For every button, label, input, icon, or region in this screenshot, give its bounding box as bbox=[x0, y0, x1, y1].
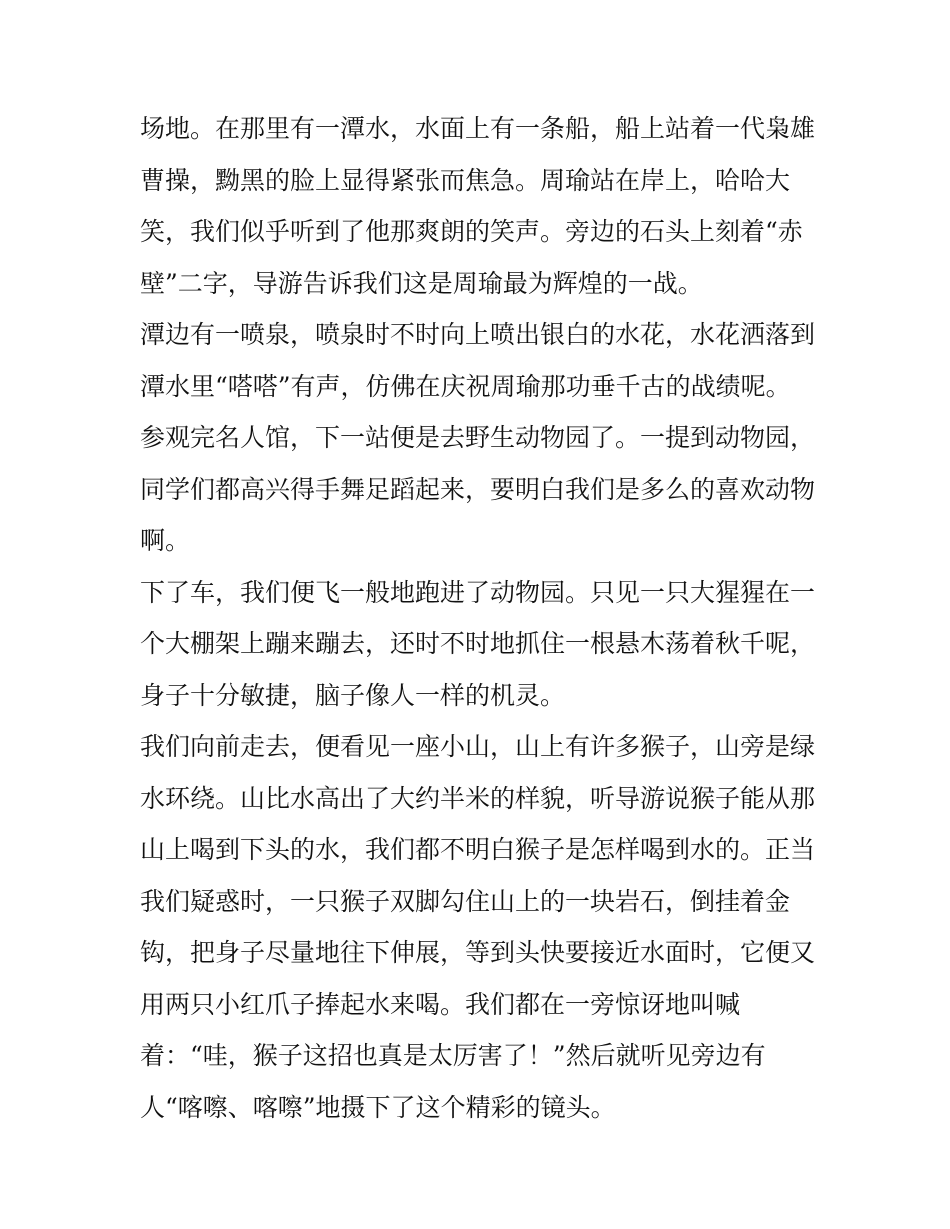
text-line: 曹操，黝黑的脸上显得紧张而焦急。周瑜站在岸上，哈哈大 bbox=[140, 165, 791, 195]
text-line: 身子十分敏捷，脑子像人一样的机灵。 bbox=[140, 680, 566, 710]
text-line: 潭边有一喷泉，喷泉时不时向上喷出银白的水花，水花洒落到 bbox=[140, 320, 816, 349]
text-line: 笑，我们似乎听到了他那爽朗的笑声。旁边的石头上刻着“赤 bbox=[140, 217, 803, 246]
text-line: 参观完名人馆，下一站便是去野生动物园了。一提到动物园， bbox=[140, 423, 816, 452]
text-line: 场地。在那里有一潭水，水面上有一条船，船上站着一代枭雄 bbox=[140, 114, 816, 143]
text-line: 啊。 bbox=[140, 526, 191, 555]
body-text bbox=[140, 103, 830, 1133]
text-line: 水环绕。山比水高出了大约半米的样貌，听导游说猴子能从那 bbox=[140, 783, 816, 813]
text-line: 钩，把身子尽量地往下伸展，等到头快要接近水面时，它便又 bbox=[140, 938, 816, 967]
text-line: 人“喀嚓、喀嚓”地摄下了这个精彩的镜头。 bbox=[140, 1092, 616, 1122]
text-line: 下了车，我们便飞一般地跑进了动物园。只见一只大猩猩在一 bbox=[140, 577, 816, 607]
text-line: 潭水里“嗒嗒”有声，仿佛在庆祝周瑜那功垂千古的战绩呢。 bbox=[140, 371, 791, 401]
text-line: 用两只小红爪子捧起水来喝。我们都在一旁惊讶地叫喊 bbox=[140, 989, 741, 1019]
text-line: 个大棚架上蹦来蹦去，还时不时地抓住一根悬木荡着秋千呢， bbox=[140, 629, 816, 658]
text-line: 着：“哇，猴子这招也真是太厉害了！”然后就听见旁边有 bbox=[140, 1041, 766, 1070]
text-line: 我们向前走去，便看见一座小山，山上有许多猴子，山旁是绿 bbox=[140, 732, 816, 761]
text-line: 山上喝到下头的水，我们都不明白猴子是怎样喝到水的。正当 bbox=[140, 835, 816, 864]
text-line: 壁”二字，导游告诉我们这是周瑜最为辉煌的一战。 bbox=[140, 268, 703, 298]
text-line: 同学们都高兴得手舞足蹈起来，要明白我们是多么的喜欢动物 bbox=[140, 474, 816, 504]
text-line: 我们疑惑时，一只猴子双脚勾住山上的一块岩石，倒挂着金 bbox=[140, 886, 791, 916]
